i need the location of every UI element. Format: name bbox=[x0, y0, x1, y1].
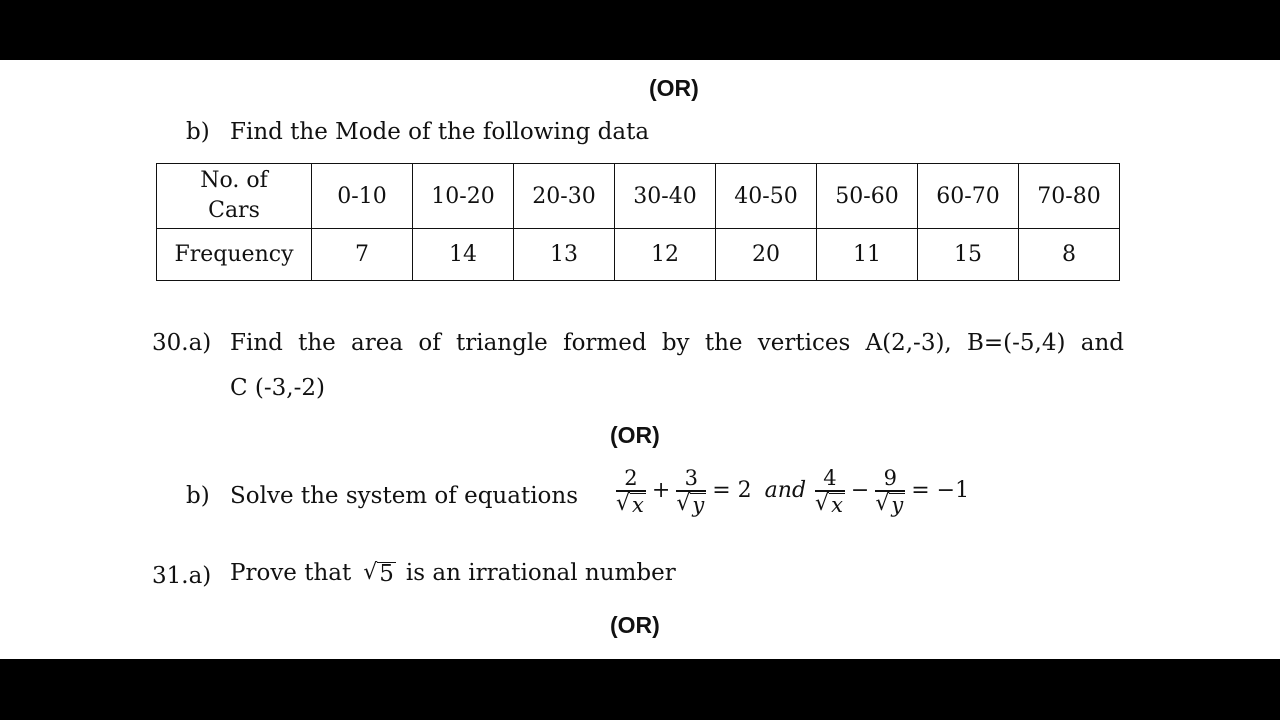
q30a-label: 30.a) bbox=[152, 330, 212, 356]
fraction-3-over-root-y: 3 √ y bbox=[676, 466, 705, 517]
q30b-label: b) bbox=[186, 483, 210, 509]
class-cell: 0-10 bbox=[312, 164, 413, 229]
frequency-table bbox=[156, 163, 1120, 281]
frequency-cell: 12 bbox=[615, 229, 716, 281]
class-cell: 50-60 bbox=[817, 164, 918, 229]
fraction-2-over-root-x: 2 √ x bbox=[616, 466, 644, 517]
table-row-classes bbox=[157, 164, 1120, 229]
class-cell: 40-50 bbox=[716, 164, 817, 229]
q30a-text-line2: C (-3,-2) bbox=[230, 375, 325, 401]
top-letterbox bbox=[0, 0, 1280, 60]
q30a-text-line1: Find the area of triangle formed by the vertices A(2,-3), B=(-5,4) and bbox=[230, 330, 1124, 356]
frequency-cell: 15 bbox=[918, 229, 1019, 281]
class-cell: 70-80 bbox=[1019, 164, 1120, 229]
fraction-9-over-root-y: 9 √ y bbox=[875, 466, 904, 517]
fraction-4-over-root-x: 4 √ x bbox=[815, 466, 843, 517]
equation-system: 2 √ x + 3 √ y = 2 and 4 √ x − 9 √ y = −1 bbox=[616, 466, 970, 517]
q31a-text: Prove that √ 5 is an irrational number bbox=[230, 560, 676, 587]
or-separator-3: (OR) bbox=[610, 612, 660, 638]
frequency-cell: 13 bbox=[514, 229, 615, 281]
class-cell: 60-70 bbox=[918, 164, 1019, 229]
table-header-cell bbox=[157, 164, 312, 229]
q29b-text: Find the Mode of the following data bbox=[230, 119, 650, 145]
frequency-cell: 14 bbox=[413, 229, 514, 281]
frequency-cell: 11 bbox=[817, 229, 918, 281]
row-label-cell: Frequency bbox=[157, 229, 312, 281]
q29b-label: b) bbox=[186, 119, 210, 145]
q31a-label: 31.a) bbox=[152, 563, 212, 589]
q30b-text: Solve the system of equations bbox=[230, 483, 579, 509]
sqrt-5: √ 5 bbox=[363, 560, 394, 587]
frequency-cell: 20 bbox=[716, 229, 817, 281]
question-paper-page bbox=[0, 60, 1280, 659]
frequency-cell: 7 bbox=[312, 229, 413, 281]
class-cell: 30-40 bbox=[615, 164, 716, 229]
class-cell: 20-30 bbox=[514, 164, 615, 229]
table-row-frequency bbox=[157, 229, 1120, 281]
class-cell: 10-20 bbox=[413, 164, 514, 229]
bottom-letterbox bbox=[0, 659, 1280, 720]
header-label: No. of Cars bbox=[200, 168, 268, 223]
frequency-cell: 8 bbox=[1019, 229, 1120, 281]
or-separator-2: (OR) bbox=[610, 422, 660, 448]
or-separator-1: (OR) bbox=[649, 75, 699, 101]
